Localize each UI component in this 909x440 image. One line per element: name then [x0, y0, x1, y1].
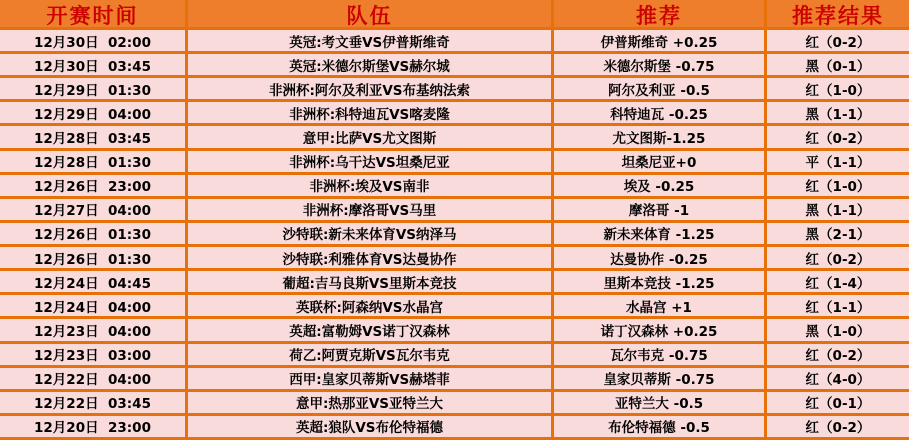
table-row	[0, 295, 909, 319]
tip-cell: 达曼协作 -0.25	[551, 247, 764, 268]
match-time-cell: 12月28日 01:30	[34, 155, 151, 172]
tip-cell: 布伦特福德 -0.5	[551, 416, 764, 437]
table-row	[0, 54, 909, 78]
table-row	[0, 368, 909, 392]
teams-cell: 意甲:热那亚VS亚特兰大	[185, 392, 551, 413]
match-time-cell: 12月22日 03:45	[34, 396, 151, 413]
result-cell: 红（1-0）	[764, 78, 909, 99]
result-cell: 黑（1-0）	[764, 319, 909, 340]
result-cell: 黑（2-1）	[764, 223, 909, 244]
result-cell: 平（1-1）	[764, 151, 909, 172]
header-teams: 队伍	[185, 0, 551, 30]
result-cell: 红（1-1）	[764, 295, 909, 316]
match-time-cell: 12月24日 04:45	[34, 275, 151, 292]
table-row	[0, 30, 909, 54]
result-cell: 红（0-2）	[764, 344, 909, 365]
tip-cell: 瓦尔韦克 -0.75	[551, 344, 764, 365]
result-cell: 红（0-2）	[764, 30, 909, 51]
result-cell: 红（0-2）	[764, 247, 909, 268]
tip-cell: 皇家贝蒂斯 -0.75	[551, 368, 764, 389]
table-header	[0, 0, 909, 30]
table-row	[0, 199, 909, 223]
result-cell: 黑（1-1）	[764, 199, 909, 220]
match-time-cell: 12月26日 23:00	[34, 179, 151, 196]
header-start-time: 开赛时间	[46, 4, 139, 28]
result-cell: 红（0-2）	[764, 416, 909, 437]
result-cell: 红（4-0）	[764, 368, 909, 389]
result-cell: 红（0-1）	[764, 392, 909, 413]
teams-cell: 非洲杯:科特迪瓦VS喀麦隆	[185, 102, 551, 123]
teams-cell: 非洲杯:乌干达VS坦桑尼亚	[185, 151, 551, 172]
table-row	[0, 392, 909, 416]
table-row	[0, 271, 909, 295]
tip-cell: 亚特兰大 -0.5	[551, 392, 764, 413]
teams-cell: 非洲杯:阿尔及利亚VS布基纳法索	[185, 78, 551, 99]
teams-cell: 西甲:皇家贝蒂斯VS赫塔菲	[185, 368, 551, 389]
teams-cell: 沙特联:利雅体育VS达曼协作	[185, 247, 551, 268]
result-cell: 红（1-0）	[764, 175, 909, 196]
match-time-cell: 12月24日 04:00	[34, 299, 151, 316]
teams-cell: 非洲杯:埃及VS南非	[185, 175, 551, 196]
teams-cell: 英超:狼队VS布伦特福德	[185, 416, 551, 437]
match-time-cell: 12月20日 23:00	[34, 420, 151, 437]
table-row	[0, 344, 909, 368]
match-time-cell: 12月23日 04:00	[34, 323, 151, 340]
match-time-cell: 12月26日 01:30	[34, 227, 151, 244]
match-time-cell: 12月23日 03:00	[34, 348, 151, 365]
tip-cell: 阿尔及利亚 -0.5	[551, 78, 764, 99]
tip-cell: 里斯本竞技 -1.25	[551, 271, 764, 292]
tip-cell: 摩洛哥 -1	[551, 199, 764, 220]
table-body	[0, 30, 909, 440]
teams-cell: 非洲杯:摩洛哥VS马里	[185, 199, 551, 220]
tip-cell: 伊普斯维奇 +0.25	[551, 30, 764, 51]
tip-cell: 水晶宫 +1	[551, 295, 764, 316]
table-row	[0, 102, 909, 126]
result-cell: 红（1-4）	[764, 271, 909, 292]
tip-cell: 尤文图斯-1.25	[551, 126, 764, 147]
match-time-cell: 12月28日 03:45	[34, 131, 151, 148]
header-tip-result: 推荐结果	[764, 0, 909, 30]
tip-cell: 诺丁汉森林 +0.25	[551, 319, 764, 340]
result-cell: 黑（1-1）	[764, 102, 909, 123]
table-row	[0, 151, 909, 175]
match-time-cell: 12月29日 04:00	[34, 106, 151, 123]
match-time-cell: 12月29日 01:30	[34, 82, 151, 99]
teams-cell: 沙特联:新未来体育VS纳泽马	[185, 223, 551, 244]
table-row	[0, 223, 909, 247]
match-time-cell: 12月30日 03:45	[34, 58, 151, 75]
teams-cell: 葡超:吉马良斯VS里斯本竞技	[185, 271, 551, 292]
teams-cell: 意甲:比萨VS尤文图斯	[185, 126, 551, 147]
tip-cell: 科特迪瓦 -0.25	[551, 102, 764, 123]
match-time-cell: 12月30日 02:00	[34, 34, 151, 51]
table-row	[0, 126, 909, 150]
tip-cell: 坦桑尼亚+0	[551, 151, 764, 172]
teams-cell: 荷乙:阿贾克斯VS瓦尔韦克	[185, 344, 551, 365]
tip-cell: 米德尔斯堡 -0.75	[551, 54, 764, 75]
result-cell: 红（0-2）	[764, 126, 909, 147]
tip-cell: 埃及 -0.25	[551, 175, 764, 196]
teams-cell: 英联杯:阿森纳VS水晶宫	[185, 295, 551, 316]
match-time-cell: 12月27日 04:00	[34, 203, 151, 220]
table-row	[0, 247, 909, 271]
match-time-cell: 12月26日 01:30	[34, 251, 151, 268]
table-row	[0, 416, 909, 440]
teams-cell: 英超:富勒姆VS诺丁汉森林	[185, 319, 551, 340]
header-tip: 推荐	[551, 0, 764, 30]
table-row	[0, 78, 909, 102]
teams-cell: 英冠:米德尔斯堡VS赫尔城	[185, 54, 551, 75]
result-cell: 黑（0-1）	[764, 54, 909, 75]
tip-cell: 新未来体育 -1.25	[551, 223, 764, 244]
table-row	[0, 319, 909, 343]
teams-cell: 英冠:考文垂VS伊普斯维奇	[185, 30, 551, 51]
match-time-cell: 12月22日 04:00	[34, 372, 151, 389]
table-row	[0, 175, 909, 199]
